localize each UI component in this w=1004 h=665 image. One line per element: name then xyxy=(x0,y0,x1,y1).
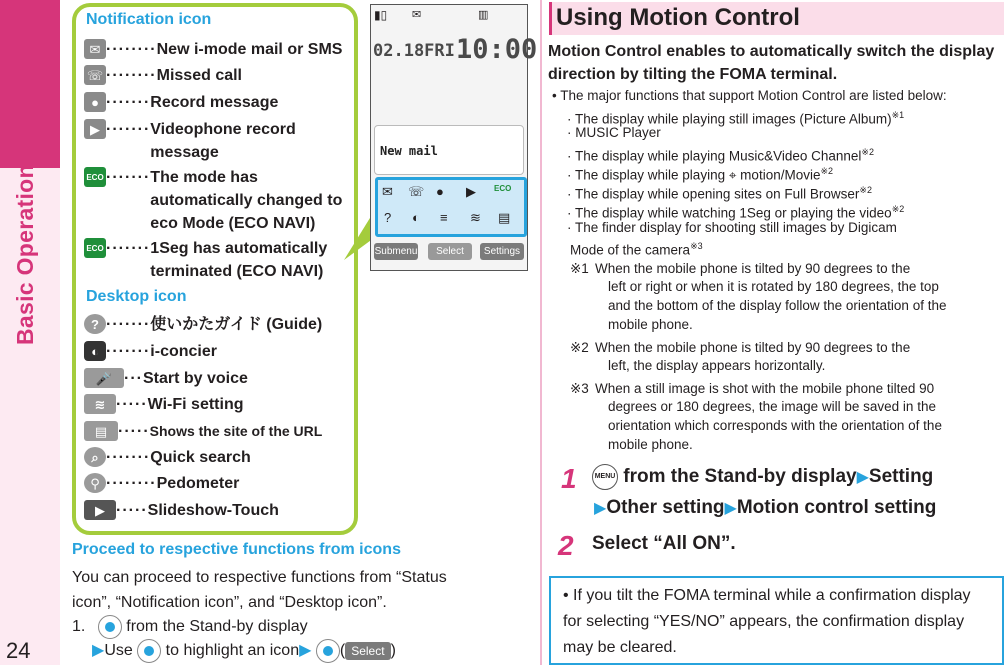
column-divider xyxy=(540,0,542,665)
footnote-mark: ※1 xyxy=(570,261,589,276)
center-key-icon xyxy=(98,615,122,639)
desktop-item: ? ······· 使いかたガイド (Guide) xyxy=(84,313,322,336)
menu-key-icon: MENU xyxy=(592,464,618,490)
signal-icon: ▮▯ xyxy=(374,8,388,22)
wifi-icon: ≋ xyxy=(84,394,116,414)
page-title: Using Motion Control xyxy=(556,4,800,31)
videophone-record-icon: ▶ xyxy=(84,119,106,139)
notification-item: ▶ ······· Videophone record message xyxy=(84,118,344,164)
function-item: · The finder display for shooting still images by Digicam xyxy=(567,220,897,235)
phone-mail-label: New mail xyxy=(380,144,438,158)
desktop-item: ≋ ····· Wi-Fi setting xyxy=(84,393,243,416)
new-mail-icon[interactable]: ✉ xyxy=(382,184,393,199)
step-1-number: 1 xyxy=(561,463,577,494)
phone-icon-tray xyxy=(375,177,527,237)
i-concier-icon[interactable]: ◐ xyxy=(412,210,420,225)
footnote-line: and the bottom of the display follow the orientation of the xyxy=(608,298,947,313)
desktop-item: ◐ ······· i-concier xyxy=(84,340,217,363)
notification-item: ECO ······· 1Seg has automatically terminated (ECO NAVI) xyxy=(84,237,344,283)
function-item: · The display while opening sites on Full Browser$^{※2}$ xyxy=(567,185,872,202)
eco-mode-icon[interactable]: ECO xyxy=(494,184,512,193)
step-1-line2: ▶Other setting▶Motion control setting xyxy=(594,497,937,518)
phone-time: 10:00 xyxy=(456,34,538,65)
proceed-heading: Proceed to respective functions from icons xyxy=(72,541,401,558)
function-item: · The display while playing Music&Video Channel$^{※2}$ xyxy=(567,147,874,164)
proceed-text-line1: You can proceed to respective functions from “Status xyxy=(72,569,447,586)
guide-icon: ? xyxy=(84,314,106,334)
select-softkey[interactable]: Select xyxy=(428,243,472,260)
missed-call-icon[interactable]: ☏ xyxy=(408,184,425,199)
footnote-line: When the mobile phone is tilted by 90 degrees to the xyxy=(595,261,911,276)
notification-icon-heading: Notification icon xyxy=(86,11,212,28)
footnote-mark: ※3 xyxy=(570,381,589,396)
footnote-line: When the mobile phone is tilted by 90 degrees to the xyxy=(595,340,911,355)
notification-item: ● ······· Record message xyxy=(84,91,278,114)
footnote-line: mobile phone. xyxy=(608,437,693,452)
step-2-number: 2 xyxy=(558,530,574,561)
voice-start-icon: 🎤 xyxy=(84,368,124,388)
function-item: · MUSIC Player xyxy=(567,125,661,140)
videophone-record-icon[interactable]: ▶ xyxy=(466,184,476,199)
missed-call-icon: ☏ xyxy=(84,65,106,85)
select-key-icon: Select xyxy=(345,642,390,660)
record-message-icon: ● xyxy=(84,92,106,112)
url-site-icon[interactable]: ▤ xyxy=(498,210,511,225)
oneseg-off-icon: ECO xyxy=(84,238,106,258)
proceed-text-line2: icon”, “Notification icon”, and “Desktop icon”. xyxy=(72,594,387,611)
proceed-step-use: ▶Use to highlight an icon▶ ( Select ) xyxy=(92,638,396,664)
footnote-line: degrees or 180 degrees, the image will be saved in the xyxy=(608,399,936,414)
footnote-line: left, the display appears horizontally. xyxy=(608,358,826,373)
i-concier-icon: ◐ xyxy=(84,341,106,361)
battery-icon: ▥ xyxy=(478,9,489,21)
submenu-softkey[interactable]: Submenu xyxy=(374,243,418,260)
desktop-item: ⌕ ······· Quick search xyxy=(84,446,251,469)
record-message-icon[interactable]: ● xyxy=(436,184,444,199)
new-mail-icon: ✉ xyxy=(84,39,106,59)
notification-item: ☏ ········ Missed call xyxy=(84,64,242,87)
phone-date: 02.18FRI xyxy=(373,41,455,61)
voice-start-icon[interactable]: ≡ xyxy=(440,210,448,225)
footnote-line: left or right or when it is rotated by 180 degrees, the top xyxy=(608,279,939,294)
intro-text: Motion Control enables to automatically switch the display direction by tilting the FOMA terminal. xyxy=(548,43,995,83)
step-2-text: Select “All ON”. xyxy=(592,533,736,554)
phone-softkeys xyxy=(372,240,524,264)
notification-item: ECO ······· The mode has automatically changed to eco Mode (ECO NAVI) xyxy=(84,166,344,235)
desktop-icon-heading: Desktop icon xyxy=(86,288,187,305)
proceed-step: 1. from the Stand-by display xyxy=(72,614,308,640)
function-item: · The display while playing still images (Picture Album)$^{※1}$ xyxy=(567,110,905,127)
function-item: · The display while watching 1Seg or playing the video$^{※2}$ xyxy=(567,204,905,221)
step-1-line1: MENU from the Stand-by display▶Setting xyxy=(592,461,933,494)
desktop-item: 🎤 ··· Start by voice xyxy=(84,367,248,390)
function-list-intro: • The major functions that support Motion Control are listed below: xyxy=(552,88,947,103)
footnote-mark: ※2 xyxy=(570,340,589,355)
center-key-icon xyxy=(316,639,340,663)
slideshow-icon: ▶ xyxy=(84,500,116,520)
settings-softkey[interactable]: Settings xyxy=(480,243,524,260)
function-item: Mode of the camera$^{※3}$ xyxy=(570,241,703,258)
section-label: Basic Operation xyxy=(12,164,38,345)
guide-icon[interactable]: ? xyxy=(384,210,392,225)
quick-search-icon: ⌕ xyxy=(84,447,106,467)
footnote-line: When a still image is shot with the mobile phone tilted 90 xyxy=(595,381,935,396)
eco-mode-icon: ECO xyxy=(84,167,106,187)
footnote-line: mobile phone. xyxy=(608,317,693,332)
notification-item: ✉ ········ New i-mode mail or SMS xyxy=(84,38,342,61)
desktop-item: ▶ ····· Slideshow-Touch xyxy=(84,499,279,522)
mail-status-icon: ✉ xyxy=(412,9,422,21)
wifi-icon[interactable]: ≋ xyxy=(470,210,481,225)
phone-status-bar xyxy=(372,6,524,36)
pedometer-icon: ⚲ xyxy=(84,473,106,493)
desktop-item: ▤ ····· Shows the site of the URL xyxy=(84,420,322,443)
multi-key-icon xyxy=(137,639,161,663)
function-item: · The display while playing ⌖ motion/Movie$^{※2}$ xyxy=(567,166,834,183)
page-number: 24 xyxy=(6,638,31,663)
note-text: • If you tilt the FOMA terminal while a confirmation display for selecting “YES/NO” appears, the confirmation display may be cleared. xyxy=(563,587,971,656)
footnote-line: orientation which corresponds with the orientation of the xyxy=(608,418,942,433)
url-site-icon: ▤ xyxy=(84,421,118,441)
desktop-item: ⚲ ········ Pedometer xyxy=(84,472,239,495)
